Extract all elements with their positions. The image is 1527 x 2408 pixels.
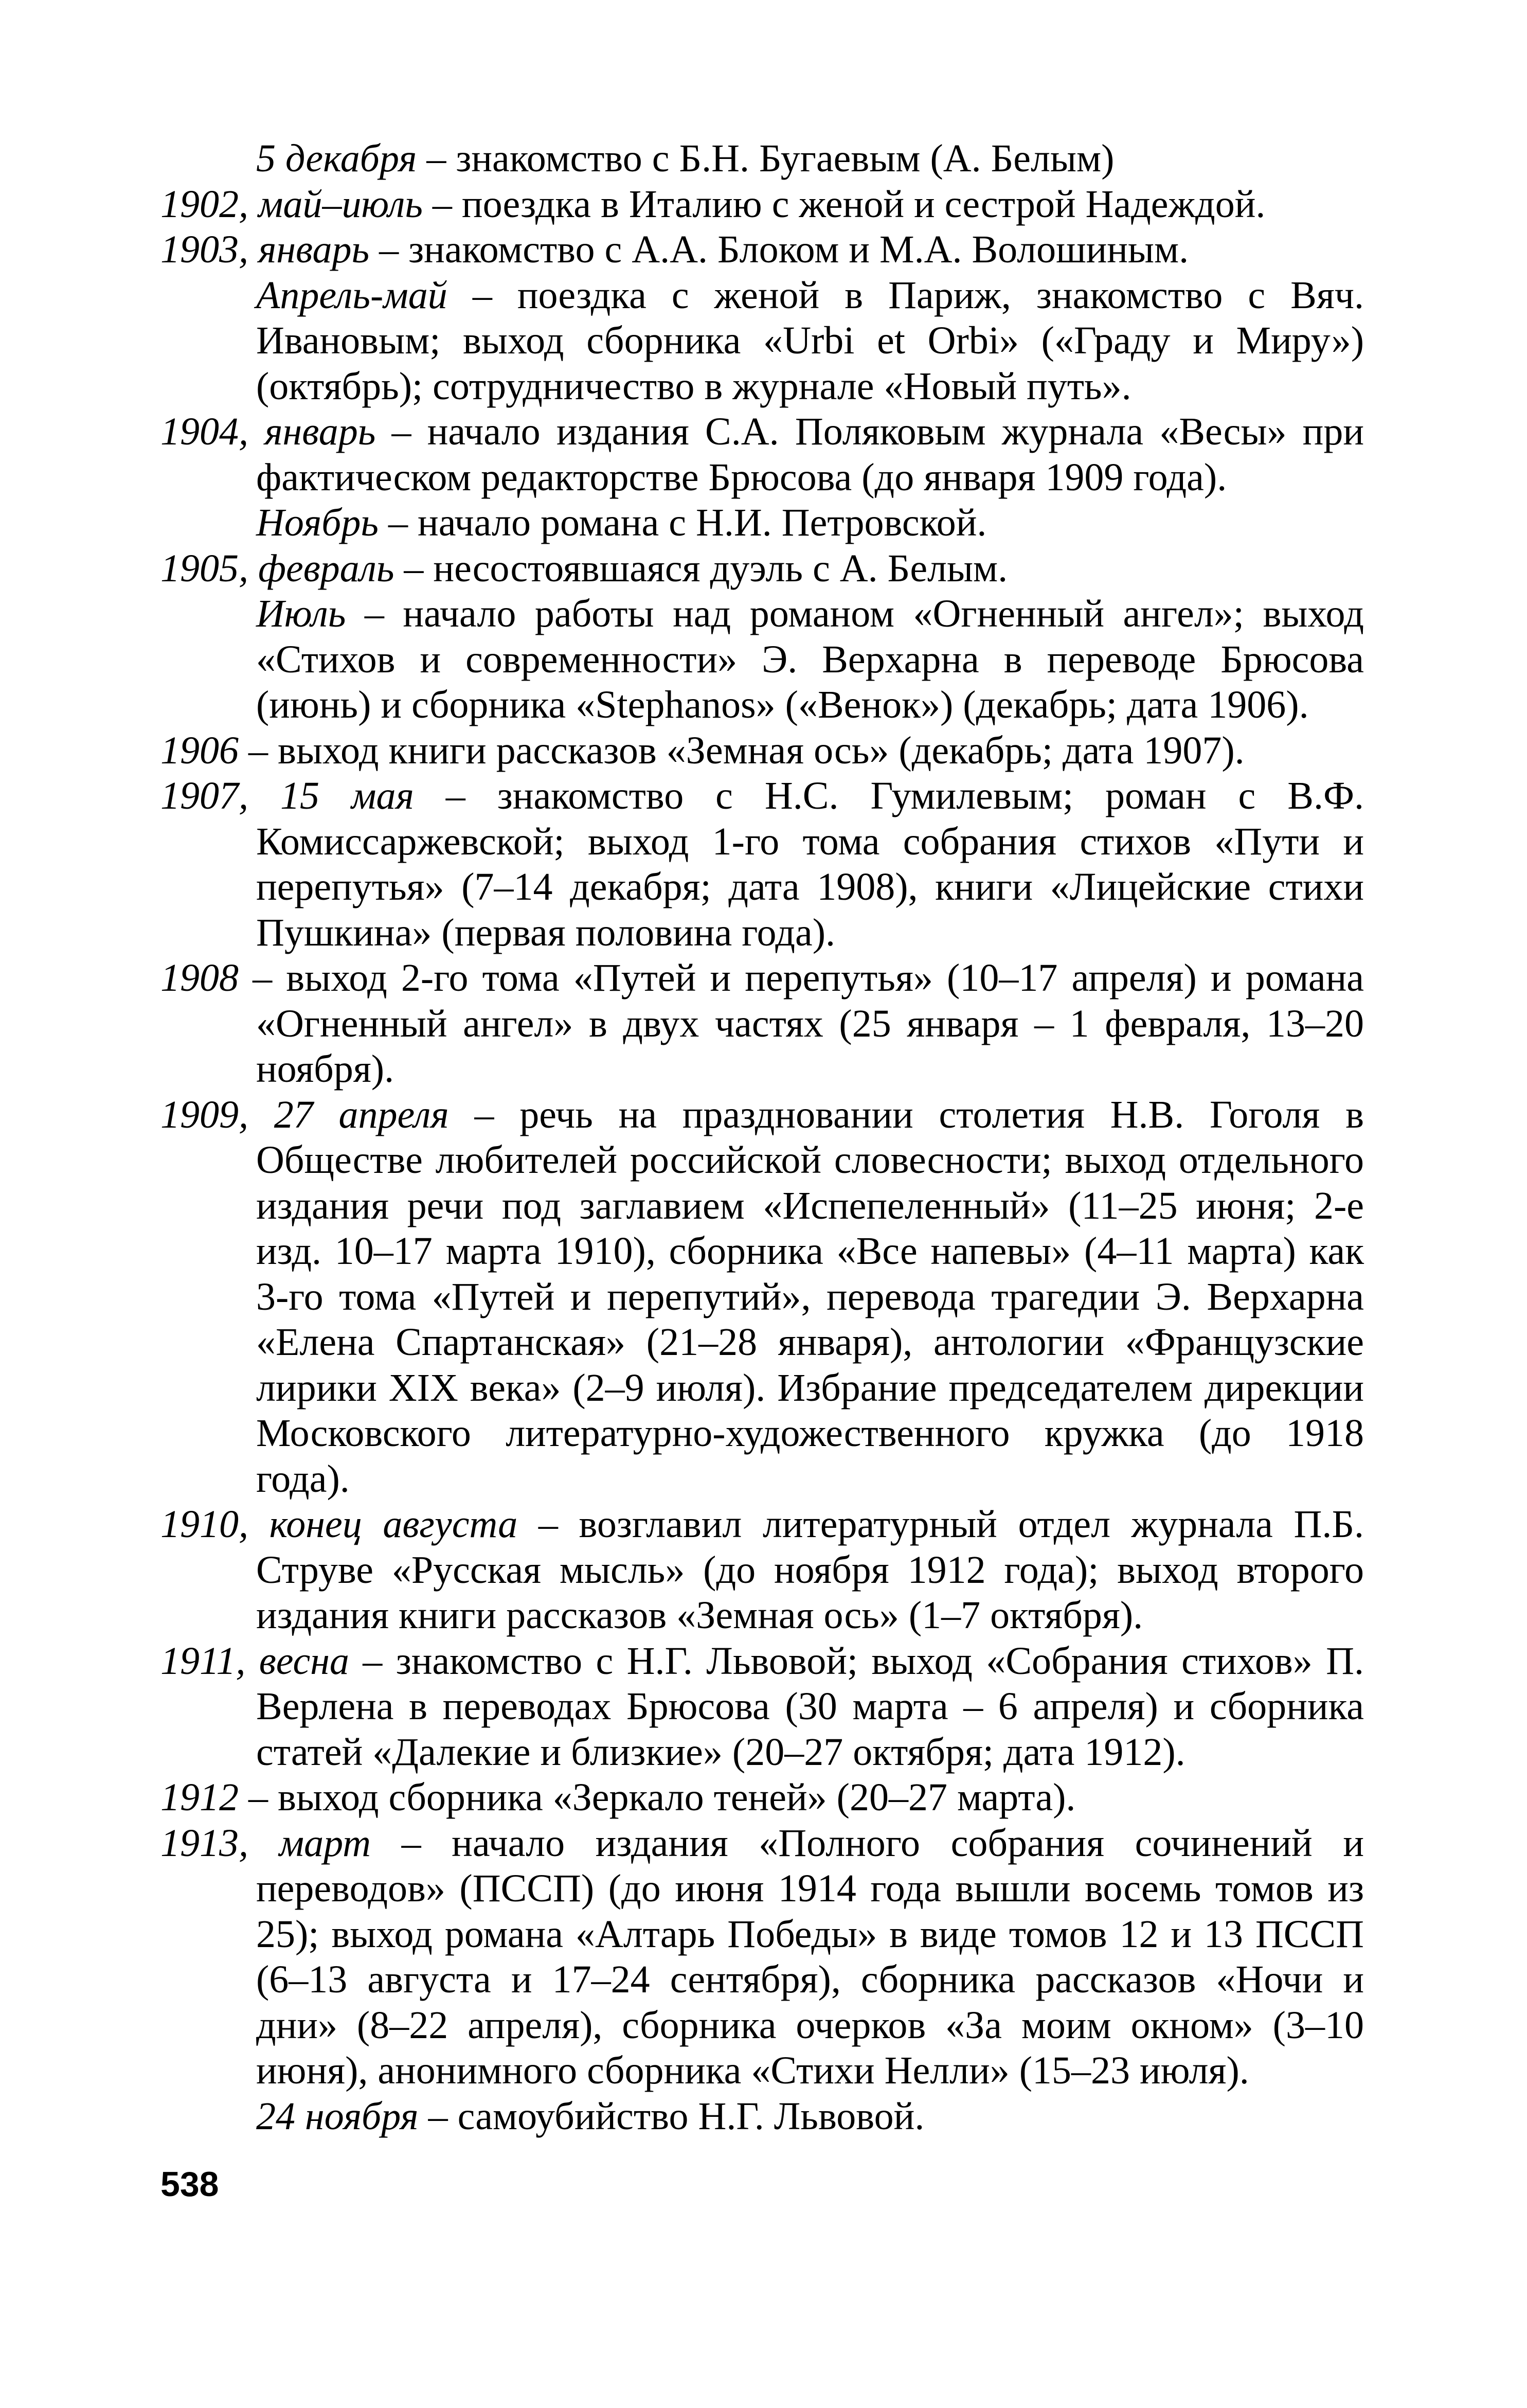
entry-date: 5 декабря [256,137,417,180]
entry-date: 1906 [160,728,239,772]
entry-text: – начало работы над романом «Огненный ангел»; выход «Стихов и современности» Э. Верхарна в переводе Брюсова (июнь) и сборника «Stephanos» («Венок») (декабрь; дата 1906). [256,592,1364,726]
chronology-entry [160,773,1364,955]
entry-text: – знакомство с Н.Г. Львовой; выход «Собрания стихов» П. Верлена в переводах Брюсова (30 марта – 6 апреля) и сборника статей «Далекие и близкие» (20–27 октября; дата 1912). [256,1639,1364,1774]
entry-date: 1910, конец августа [160,1503,518,1546]
page-number: 538 [160,2165,219,2204]
entry-text: – поездка в Италию с женой и сестрой Надеждой. [422,182,1266,226]
chronology-entry [160,273,1364,409]
chronology-entry [160,500,1364,546]
entry-date: Апрель-май [256,273,447,317]
entry-text: – начало издания С.А. Поляковым журнала «Весы» при фактическом редакторстве Брюсова (до января 1909 года). [256,410,1364,499]
entry-date: Ноябрь [256,501,379,544]
entry-date: Июль [256,592,346,635]
entry-date: 24 ноября [256,2094,419,2138]
entry-text: – начало романа с Н.И. Петровской. [379,501,987,544]
entry-text: – речь на праздновании столетия Н.В. Гоголя в Обществе любителей российской словесности; выход отдельного издания речи под заглавием «Испепеленный» (11–25 июня; 2-е изд. 10–17 марта 1910), сборника «Все напевы» (4–11 марта) как 3-го тома «Путей и перепутий», перевода трагедии Э. Верхарна «Елена Спартанская» (21–28 января), антологии «Французские лирики XIX века» (2–9 июля). Избрание председателем дирекции Московского литературно-художественного кружка (до 1918 года). [256,1093,1364,1501]
entry-date: 1912 [160,1776,239,1819]
entry-date: 1913, март [160,1821,371,1865]
entry-text: – поездка с женой в Париж, знакомство с Вяч. Ивановым; выход сборника «Urbi et Orbi» («Граду и Миру») (октябрь); сотрудничество в журнале «Новый путь». [256,273,1364,408]
entry-text: – выход 2-го тома «Путей и перепутья» (10–17 апреля) и романа «Огненный ангел» в двух частях (25 января – 1 февраля, 13–20 ноября). [239,956,1364,1091]
chronology-entry [160,182,1364,227]
entry-text: – знакомство с Н.С. Гумилевым; роман с В.Ф. Комиссаржевской; выход 1-го тома собрания стихов «Пути и перепутья» (7–14 декабря; дата 1908), книги «Лицейские стихи Пушкина» (первая половина года). [256,774,1364,954]
chronology-entry [160,546,1364,592]
chronology-entry [160,1638,1364,1775]
chronology-entry [160,2094,1364,2139]
entry-text: – выход книги рассказов «Земная ось» (декабрь; дата 1907). [239,728,1245,772]
entry-date: 1908 [160,956,239,1000]
entry-date: 1902, май–июль [160,182,423,226]
entry-date: 1904, январь [160,410,376,453]
chronology-entry [160,409,1364,500]
chronology-entry [160,728,1364,774]
chronology-entry [160,1775,1364,1821]
entry-date: 1909, 27 апреля [160,1093,449,1136]
entry-date: 1905, февраль [160,546,394,590]
chronology-entry [160,1502,1364,1638]
chronology-entry [160,227,1364,273]
chronology-entry [160,591,1364,728]
chronology-entry [160,136,1364,182]
chronology-list [160,136,1364,2139]
entry-date: 1903, январь [160,228,370,271]
entry-text: – начало издания «Полного собрания сочинений и переводов» (ПССП) (до июня 1914 года вышли восемь томов из 25); выход романа «Алтарь Победы» в виде томов 12 и 13 ПССП (6–13 августа и 17–24 сентября), сборника рассказов «Ночи и дни» (8–22 апреля), сборника очерков «За моим окном» (3–10 июня), анонимного сборника «Стихи Нелли» (15–23 июля). [256,1821,1364,2092]
entry-text: – знакомство с Б.Н. Бугаевым (А. Белым) [417,137,1115,180]
entry-text: – знакомство с А.А. Блоком и М.А. Волошиным. [369,228,1189,271]
chronology-entry [160,1821,1364,2094]
entry-date: 1911, весна [160,1639,349,1683]
entry-text: – несостоявшаяся дуэль с А. Белым. [394,546,1008,590]
entry-text: – выход сборника «Зеркало теней» (20–27 марта). [239,1776,1076,1819]
entry-text: – самоубийство Н.Г. Львовой. [418,2094,925,2138]
entry-text: – возглавил литературный отдел журнала П.Б. Струве «Русская мысль» (до ноября 1912 года); выход второго издания книги рассказов «Земная ось» (1–7 октября). [256,1503,1364,1637]
chronology-entry [160,955,1364,1092]
chronology-entry [160,1092,1364,1502]
entry-date: 1907, 15 мая [160,774,414,817]
